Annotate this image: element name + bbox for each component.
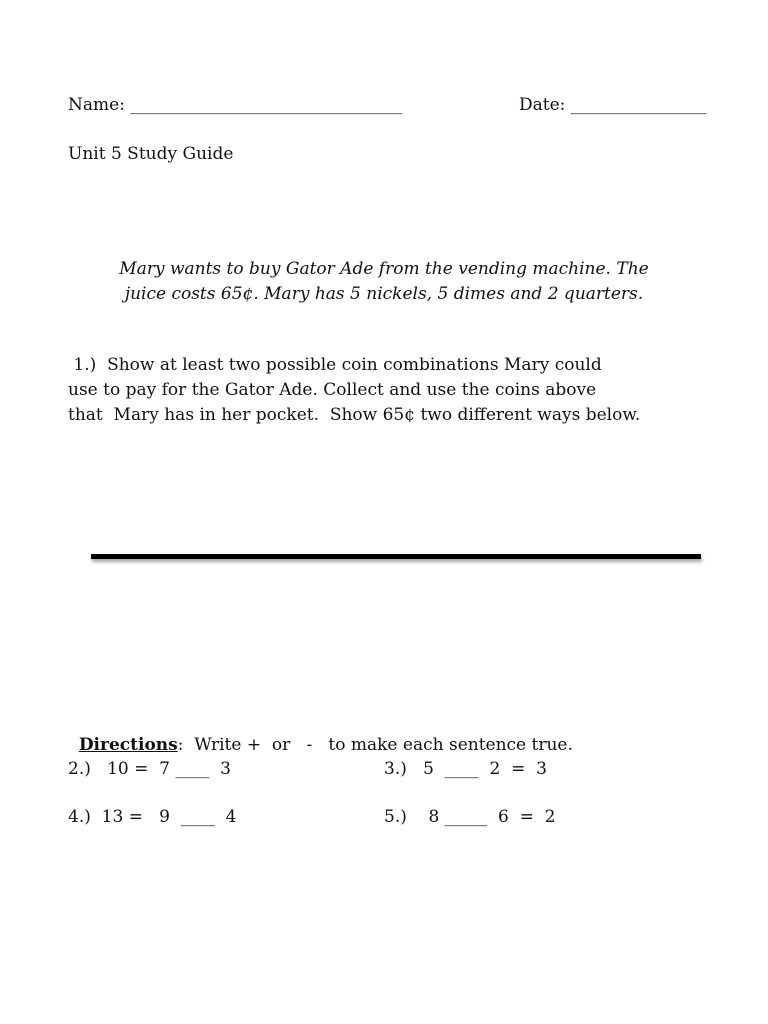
name-blank: ________________________________ [130,95,403,115]
date-blank: ________________ [570,95,707,115]
problem-3: 3.) 5 ____ 2 = 3 [384,759,547,779]
question-1 [68,353,640,428]
scenario-paragraph [84,257,684,307]
page-title: Unit 5 Study Guide [68,144,234,164]
problem-2: 2.) 10 = 7 ____ 3 [68,759,231,779]
question-line: that Mary has in her pocket. Show 65¢ two different ways below. [68,405,641,425]
scenario-line: Mary wants to buy Gator Ade from the vending machine. The [119,259,649,279]
directions-text: : Write + or - to make each sentence true. [177,735,573,755]
section-divider [91,554,701,559]
date-label: Date: [519,95,566,115]
date-field [519,93,707,118]
directions [68,708,573,758]
scenario-line: juice costs 65¢. Mary has 5 nickels, 5 dimes and 2 quarters. [124,284,644,304]
problem-5: 5.) 8 _____ 6 = 2 [384,807,556,827]
question-line: use to pay for the Gator Ade. Collect and use the coins above [68,380,597,400]
problem-4: 4.) 13 = 9 ____ 4 [68,807,237,827]
name-field [68,93,402,118]
question-line: 1.) Show at least two possible coin combinations Mary could [68,355,602,375]
directions-label: Directions [78,735,178,755]
name-label: Name: [68,95,125,115]
